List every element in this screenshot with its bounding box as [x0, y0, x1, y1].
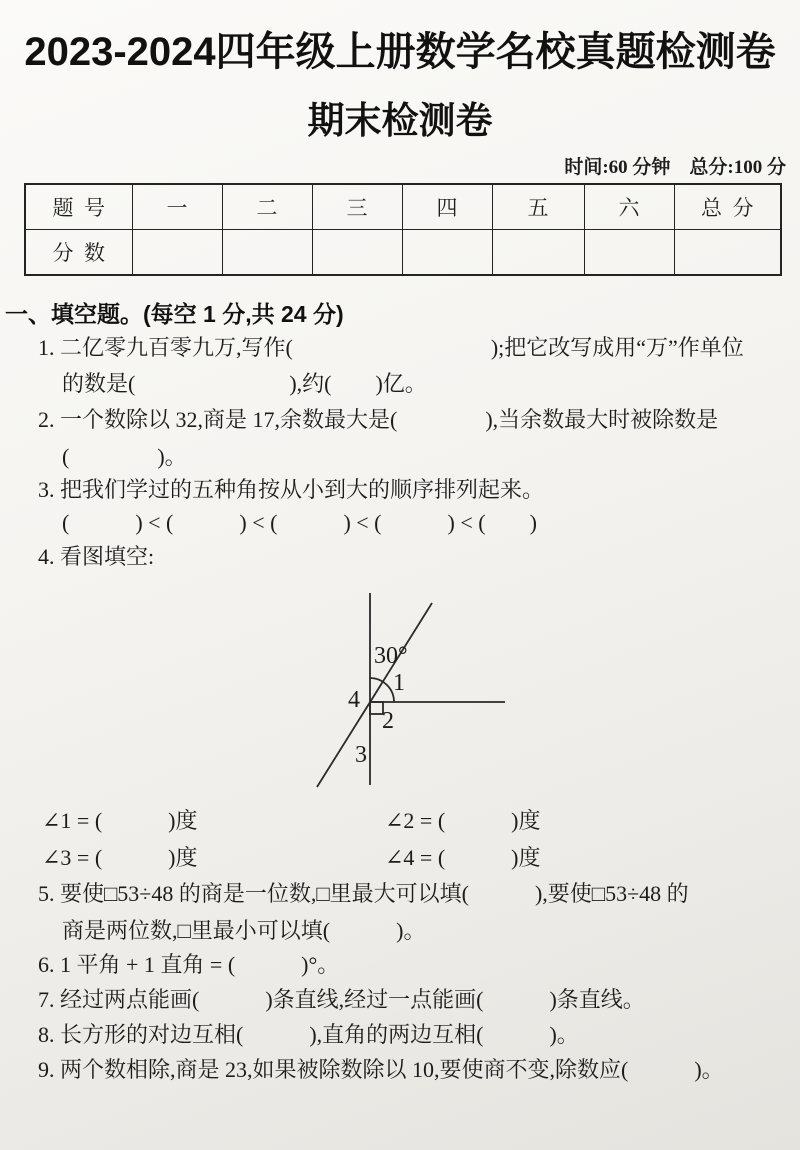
score-table-header-row — [25, 184, 781, 230]
angle-4-label: 4 — [348, 687, 360, 713]
score-table — [24, 183, 782, 276]
angle-arc — [370, 678, 394, 702]
score-table-header-cell: 题 号 — [25, 184, 132, 230]
score-table-header-cell: 三 — [312, 184, 402, 230]
paper-subtitle: 期末检测卷 — [307, 100, 493, 141]
question-2-line-2: ( )。 — [62, 444, 187, 469]
angle-4-equation: ∠4 = ( )度 — [385, 845, 541, 870]
score-cell-empty — [584, 230, 674, 276]
score-table-header-cell: 五 — [492, 184, 584, 230]
question-1-line-2: 的数是( ),约( )亿。 — [62, 371, 427, 396]
score-table-header-cell: 一 — [132, 184, 222, 230]
question-2-line-1: 2. 一个数除以 32,商是 17,余数最大是( ),当余数最大时被除数是 — [38, 407, 719, 432]
score-table-header-cell: 总 分 — [674, 184, 781, 230]
angle-2-equation: ∠2 = ( )度 — [385, 808, 541, 833]
score-table-header-cell: 二 — [222, 184, 312, 230]
score-cell-empty — [402, 230, 492, 276]
angle-3-equation: ∠3 = ( )度 — [42, 845, 198, 870]
paper-title: 2023-2024四年级上册数学名校真题检测卷 — [24, 30, 776, 74]
question-1-line-1: 1. 二亿零九百零九万,写作( );把它改写成用“万”作单位 — [38, 335, 744, 360]
score-table-score-row — [25, 230, 781, 276]
question-8-stem: 8. 长方形的对边互相( ),直角的两边互相( )。 — [38, 1022, 579, 1047]
angle-3-label: 3 — [355, 742, 367, 768]
question-3-line-1: 3. 把我们学过的五种角按从小到大的顺序排列起来。 — [38, 477, 545, 502]
question-9-stem: 9. 两个数相除,商是 23,如果被除数除以 10,要使商不变,除数应( )。 — [38, 1057, 724, 1082]
angle-figure — [290, 582, 550, 797]
angle-2-label: 2 — [382, 708, 394, 734]
section-1-heading: 一、填空题。(每空 1 分,共 24 分) — [5, 301, 344, 327]
score-row-label: 分 数 — [25, 230, 132, 276]
question-4-stem: 4. 看图填空: — [38, 544, 155, 569]
question-5-line-1: 5. 要使□53÷48 的商是一位数,□里最大可以填( ),要使□53÷48 的 — [38, 881, 689, 906]
score-cell-empty — [312, 230, 402, 276]
angle-30-label: 30° — [374, 643, 408, 669]
question-7-stem: 7. 经过两点能画( )条直线,经过一点能画( )条直线。 — [38, 987, 645, 1012]
score-cell-empty — [222, 230, 312, 276]
score-table-header-cell: 四 — [402, 184, 492, 230]
score-cell-empty — [132, 230, 222, 276]
question-3-line-2: ( ) < ( ) < ( ) < ( ) < ( ) — [62, 510, 537, 535]
diagonal-line — [317, 603, 432, 787]
question-6-stem: 6. 1 平角 + 1 直角 = ( )°。 — [38, 952, 340, 977]
score-cell-empty — [492, 230, 584, 276]
time-and-total-score: 时间:60 分钟 总分:100 分 — [564, 157, 786, 178]
angle-1-equation: ∠1 = ( )度 — [42, 808, 198, 833]
angle-1-label: 1 — [393, 670, 405, 696]
score-cell-empty — [674, 230, 781, 276]
question-5-line-2: 商是两位数,□里最小可以填( )。 — [62, 918, 426, 943]
score-table-header-cell: 六 — [584, 184, 674, 230]
